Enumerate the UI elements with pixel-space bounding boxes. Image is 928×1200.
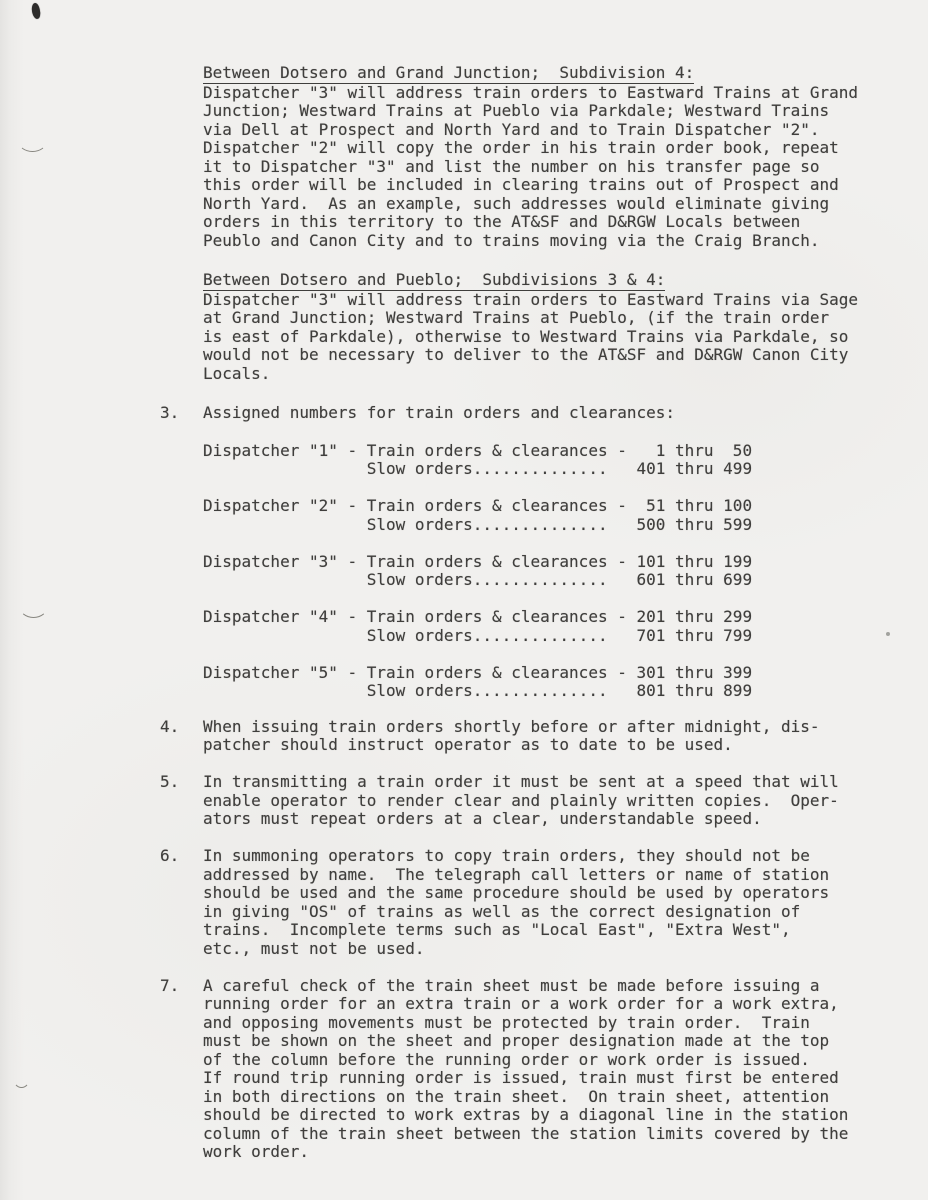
text-line: Dispatcher "1" - Train orders & clearances - 1 thru 50 xyxy=(203,440,753,460)
text-line: is east of Parkdale), otherwise to Westward Trains via Parkdale, so xyxy=(203,326,849,346)
margin-arc-1 xyxy=(18,130,47,152)
text-line: column of the train sheet between the station limits covered by the xyxy=(203,1123,849,1143)
text-line: Dispatcher "3" will address train orders to Eastward Trains via Sage xyxy=(203,289,859,309)
item-3 xyxy=(160,403,893,423)
text-line: Peublo and Canon City and to trains moving via the Craig Branch. xyxy=(203,230,820,250)
text-line: running order for an extra train or a work order for a work extra, xyxy=(203,994,839,1013)
text-line: must be shown on the sheet and proper designation made at the top xyxy=(203,1031,830,1050)
item-4 xyxy=(160,716,893,755)
ink-blot-top-left xyxy=(30,2,42,19)
item-number: 7. xyxy=(160,975,180,995)
item-number: 4. xyxy=(160,716,180,736)
text-line: should be directed to work extras by a diagonal line in the station xyxy=(203,1105,849,1124)
item-number: 6. xyxy=(160,846,180,865)
text-line: it to Dispatcher "3" and list the number on his transfer page so xyxy=(203,156,820,176)
text-line: Dispatcher "2" - Train orders & clearances - 51 thru 100 xyxy=(203,496,753,515)
text-line: Slow orders.............. 601 thru 699 xyxy=(203,570,753,589)
text-line: Assigned numbers for train orders and clearances: xyxy=(203,403,676,422)
item-7 xyxy=(160,975,893,1162)
text-line: this order will be included in clearing trains out of Prospect and xyxy=(203,175,839,194)
dispatcher-4-assignment xyxy=(203,608,893,645)
text-line: In transmitting a train order it must be sent at a speed that will xyxy=(203,772,839,791)
text-line: Slow orders.............. 401 thru 499 xyxy=(203,459,753,478)
margin-arc-2 xyxy=(19,594,48,618)
item-5 xyxy=(160,772,893,829)
text-line: Slow orders.............. 801 thru 899 xyxy=(203,681,753,700)
text-line: ators must repeat orders at a clear, understandable speed. xyxy=(203,809,762,828)
section-dotsero-pueblo xyxy=(203,271,893,383)
text-line: in both directions on the train sheet. On train sheet, attention xyxy=(203,1086,830,1106)
text-line: Dispatcher "4" - Train orders & clearances - 201 thru 299 xyxy=(203,607,753,626)
text-line: via Dell at Prospect and North Yard and to Train Dispatcher "2". xyxy=(203,119,820,139)
text-line: work order. xyxy=(203,1142,309,1161)
text-line: orders in this territory to the AT&SF and D&RGW Locals between xyxy=(203,212,801,231)
text-line: A careful check of the train sheet must be made before issuing a xyxy=(203,975,820,995)
text-line: would not be necessary to deliver to the AT&SF and D&RGW Canon City xyxy=(203,345,849,364)
text-line: In summoning operators to copy train orders, they should not be xyxy=(203,846,810,865)
text-line: patcher should instruct operator as to date to be used. xyxy=(203,735,733,754)
text-line: North Yard. As an example, such addresses would eliminate giving xyxy=(203,193,830,213)
text-line: enable operator to render clear and plainly written copies. Oper- xyxy=(203,790,839,810)
text-line: Dispatcher "3" - Train orders & clearances - 101 thru 199 xyxy=(203,551,753,571)
text-line: Slow orders.............. 500 thru 599 xyxy=(203,514,753,534)
text-line: in giving "OS" of trains as well as the correct designation of xyxy=(203,901,801,921)
text-line: If round trip running order is issued, train must first be entered xyxy=(203,1068,839,1087)
text-line: and opposing movements must be protected by train order. Train xyxy=(203,1012,810,1032)
text-line: of the column before the running order or work order is issued. xyxy=(203,1049,810,1069)
dispatcher-1-assignment xyxy=(203,442,893,479)
item-number: 5. xyxy=(160,772,180,791)
text-line: addressed by name. The telegraph call letters or name of station xyxy=(203,864,830,884)
text-line: etc., must not be used. xyxy=(203,938,425,958)
section-heading xyxy=(203,64,893,84)
dispatcher-2-assignment xyxy=(203,497,893,534)
dispatcher-5-assignment xyxy=(203,664,893,701)
text-line: Junction; Westward Trains at Pueblo via Parkdale; Westward Trains xyxy=(203,101,830,120)
section-heading xyxy=(203,271,893,291)
document-body xyxy=(160,63,893,1180)
text-line: When issuing train orders shortly before or after midnight, dis- xyxy=(203,716,820,736)
text-line: Locals. xyxy=(203,363,271,383)
text-line: Dispatcher "5" - Train orders & clearances - 301 thru 399 xyxy=(203,662,753,682)
text-line: Dispatcher "2" will copy the order in his train order book, repeat xyxy=(203,138,839,157)
text-line: trains. Incomplete terms such as "Local East", "Extra West", xyxy=(203,920,791,939)
item-6 xyxy=(160,846,893,958)
item-number: 3. xyxy=(160,403,180,422)
text-line: Dispatcher "3" will address train orders to Eastward Trains at Grand xyxy=(203,82,859,102)
text-line: Slow orders.............. 701 thru 799 xyxy=(203,625,753,645)
text-line: should be used and the same procedure should be used by operators xyxy=(203,883,830,902)
margin-arc-3 xyxy=(13,1068,30,1088)
section-heading-text: Between Dotsero and Grand Junction; Subdivision 4: xyxy=(203,63,695,82)
text-line: at Grand Junction; Westward Trains at Pueblo, (if the train order xyxy=(203,308,830,327)
dispatcher-3-assignment xyxy=(203,553,893,590)
section-dotsero-grand-junction xyxy=(203,64,893,250)
dot-speck xyxy=(886,632,890,636)
section-heading-text: Between Dotsero and Pueblo; Subdivisions 3 & 4: xyxy=(203,270,666,289)
